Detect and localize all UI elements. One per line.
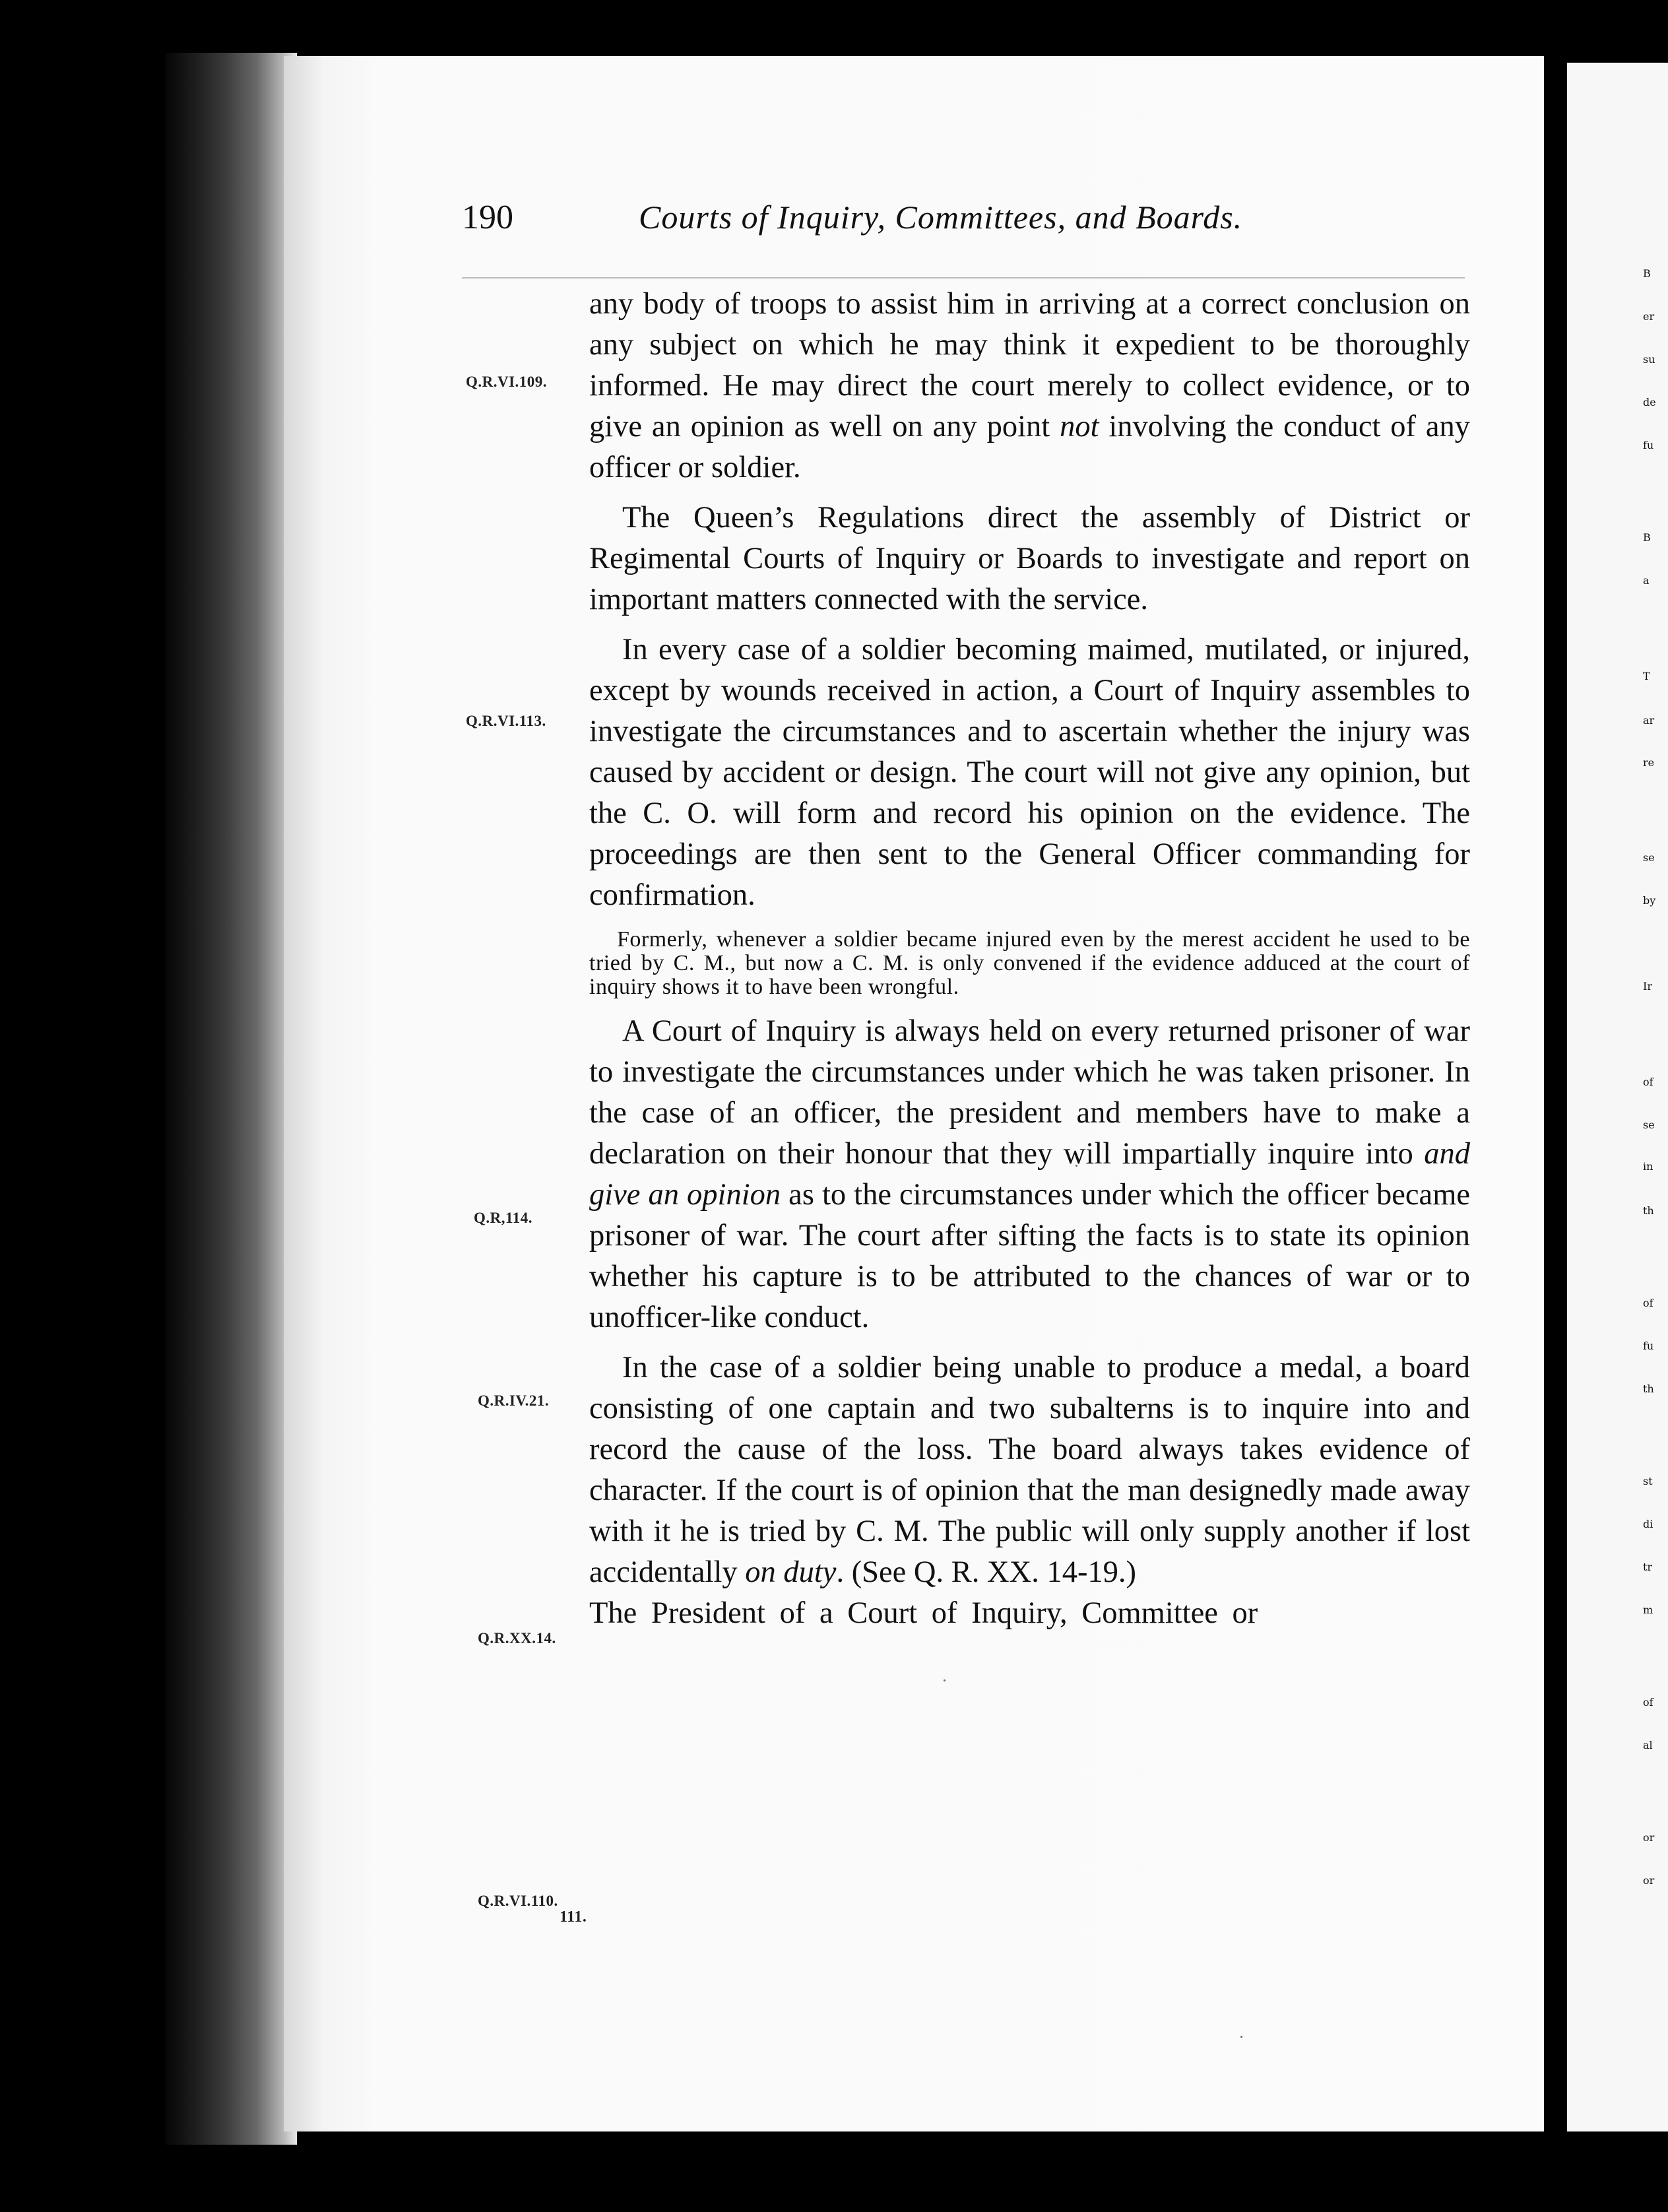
facing-fragment: su (1643, 353, 1655, 366)
italic-text: and give an opinion (589, 1137, 1470, 1212)
facing-fragment: of (1643, 1076, 1653, 1088)
facing-fragment: se (1643, 1119, 1655, 1131)
paragraph: In every case of a soldier becoming maimed, mutilated, or injured, except by wounds received in action, a Court of Inquiry assembles to investigate the circumstances and to ascertain whether the injury was caused by accident or design. The court will not give any opinion, but the C. O. will form and record his opinion on the evidence. The proceedings are then sent to the General Officer commanding for confirmation. (589, 633, 1470, 912)
page-number: 190 (462, 199, 513, 236)
facing-fragment: in (1643, 1160, 1653, 1173)
facing-fragment: th (1643, 1204, 1654, 1217)
footnote-paragraph: Formerly, whenever a soldier became injured even by the merest accident he used to be tried by C. M., but now a C. M. is only convened if the evidence adduced at the court of inquiry shows it to have been wrongful. (589, 927, 1470, 999)
facing-fragment: by (1643, 894, 1656, 907)
facing-fragment: T (1643, 670, 1650, 682)
paper-speck (1240, 2036, 1242, 2038)
facing-fragment: B (1643, 531, 1651, 544)
facing-fragment: fu (1643, 1340, 1654, 1352)
margin-ref: Q.R.VI.113. (466, 713, 546, 729)
text-run: as to the circumstances under which the officer became prisoner of war. The court after sifting the facts is to state its opinion whether his capture is to be attributed to the chances of war or to unofficer-like conduct. (589, 1178, 1470, 1334)
page-heading: Courts of Inquiry, Committees, and Boards. (639, 199, 1243, 236)
paragraph: The President of a Court of Inquiry, Committee or (589, 1596, 1258, 1630)
paper-speck (944, 1679, 946, 1681)
margin-ref: 111. (560, 1908, 587, 1926)
paragraph: The Queen’s Regulations direct the assembly of District or Regimental Courts of Inquiry or Boards to investigate and report on important matters connected with the service. (589, 501, 1470, 616)
text-run: In the case of a soldier being unable to produce a medal, a board consisting of one captain and two subalterns is to inquire into and record the cause of the loss. The board always takes evidence of character. If the court is of opinion that the man designedly made away with it he is tried by C. M. The public will only supply another if lost accidentally (589, 1351, 1470, 1589)
facing-fragment: a (1643, 574, 1650, 587)
header-rule (462, 277, 1465, 278)
facing-fragment: B (1643, 267, 1651, 280)
text-run: A Court of Inquiry is always held on every returned prisoner of war to investigate the circumstances under which he was taken prisoner. In the case of an officer, the president and members have to make a declaration on their honour that they will impartially inquire into (589, 1014, 1470, 1171)
facing-fragment: m (1643, 1604, 1653, 1616)
facing-fragment: th (1643, 1382, 1654, 1395)
facing-fragment: al (1643, 1739, 1653, 1751)
margin-ref: Q.R.XX.14. (478, 1630, 556, 1646)
facing-fragment: st (1643, 1475, 1653, 1487)
facing-fragment: di (1643, 1518, 1653, 1530)
margin-ref: Q.R,114. (474, 1210, 532, 1226)
facing-fragment: of (1643, 1696, 1653, 1708)
paragraph (589, 284, 1470, 488)
facing-fragment: de (1643, 396, 1656, 408)
book-gutter-shadow (165, 53, 297, 2145)
paragraph (589, 1348, 1470, 1593)
facing-page-edge (1567, 63, 1668, 2131)
facing-fragment: of (1643, 1297, 1653, 1309)
facing-fragment: tr (1643, 1561, 1653, 1573)
text-run: any body of troops to assist him in arriving at a correct conclusion on any subject on which he may think it expedient to be thoroughly informed. He may direct the court merely to collect evidence, or to give an opinion as well on any point (589, 287, 1470, 443)
facing-fragment: or (1643, 1874, 1655, 1887)
facing-fragment: or (1643, 1831, 1655, 1844)
running-head (462, 198, 1465, 244)
facing-fragment: ar (1643, 714, 1655, 727)
italic-text: not (1060, 410, 1099, 443)
facing-fragment: Ir (1643, 980, 1652, 992)
margin-ref: Q.R.VI.110. (478, 1893, 558, 1909)
italic-text: on duty (745, 1555, 837, 1589)
facing-fragment: fu (1643, 439, 1654, 451)
page-body-text (589, 284, 1470, 1634)
margin-ref: Q.R.VI.109. (466, 374, 548, 390)
paragraph (589, 1011, 1470, 1338)
facing-fragment: re (1643, 756, 1655, 769)
margin-ref: Q.R.IV.21. (478, 1392, 550, 1409)
facing-fragment: se (1643, 851, 1655, 864)
text-run: involving the conduct of any officer or soldier. (589, 410, 1470, 484)
text-run: . (See Q. R. XX. 14-19.) (836, 1555, 1137, 1589)
facing-fragment: er (1643, 310, 1655, 323)
